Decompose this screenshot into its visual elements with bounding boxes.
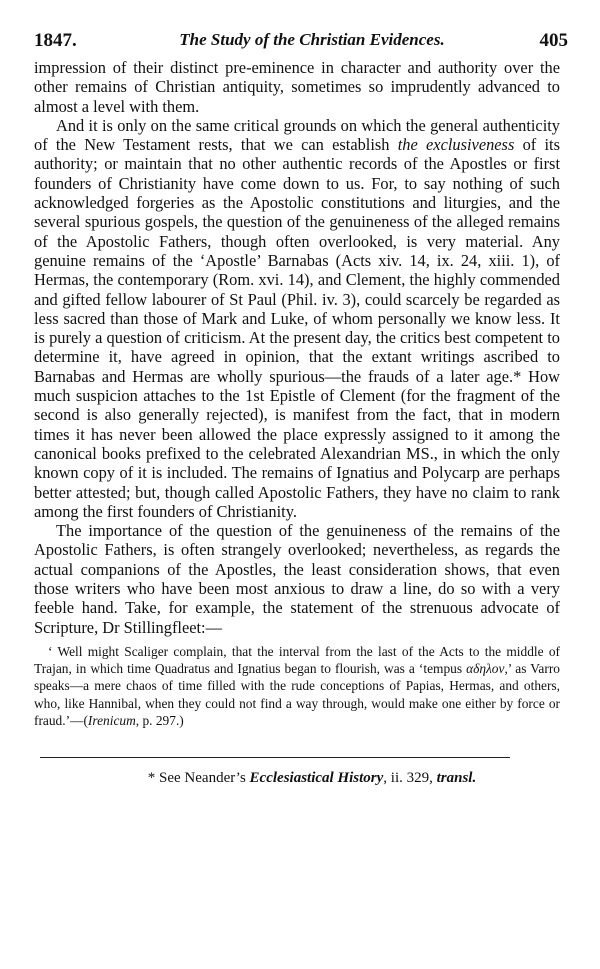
block-quote	[34, 643, 560, 729]
paragraph-2-part-a: And it is only on the same critical grounds on which the general authenticity of the New Testament rests, that we can establish	[34, 115, 560, 155]
page-number: 405	[539, 30, 568, 51]
footnote-part-b: , ii. 329,	[383, 769, 437, 786]
quote-part-b: ,’ as Varro speaks—a mere chaos of time filled with the rude conceptions of Papias, Hermas, and others, who, like Hannibal, when they could not find a way through, would make one either by force or fraud.’—(	[34, 661, 560, 728]
footnote	[34, 770, 560, 787]
quote-part-c: , p. 297.)	[135, 712, 184, 728]
quote-greek-word: αδηλον	[466, 661, 505, 677]
quote-part-a: ‘ Well might Scaliger complain, that the interval from the last of the Acts to the middle of Trajan, in which time Quadratus and Ignatius began to flourish, was a ‘tempus	[34, 643, 560, 677]
header-title: The Study of the Christian Evidences.	[179, 30, 445, 49]
paragraph-2-part-b: of its authority; or maintain that no other authentic records of the Apostles or first founders of Christianity have come down to us. For, to say nothing of such acknowledged forgeries as the Apostolic constitutions and liturgies, and the several spurious gospels, the question of the genuineness of the alleged remains of the Apostolic Fathers, though often overlooked, is very material. Any genuine remains of the ‘Apostle’ Barnabas (Acts xiv. 14, ix. 24, xiii. 1), of Hermas, the contemporary (Rom. xvi. 14), and Clement, the highly commended and gifted fellow labourer of St Paul (Phil. iv. 3), could scarcely be regarded as less sacred than those of Mark and Luke, of whom personally we know less. It is purely a question of criticism. At the present day, the critics best competent to determine it, have agreed in opinion, that the extant writings ascribed to Barnabas and Hermas are wholly spurious—the frauds of a later age.* How much suspicion attaches to the 1st Epistle of Clement (for the fragment of the second is also generally rejected), is manifest from the fact, that in modern times it has never been allowed the place expressly assigned to it among the canonical books prefixed to the celebrated Alexandrian MS., in which the only known copy of it is included. The remains of Ignatius and Polycarp are perhaps better attested; but, though called Apostolic Fathers, they have no claim to rank among the first founders of Christianity.	[34, 135, 560, 521]
running-header	[34, 30, 568, 58]
paragraph-2	[34, 116, 560, 521]
quote-citation-title: Irenicum	[87, 712, 136, 728]
footnote-divider	[40, 757, 510, 758]
header-year: 1847.	[34, 30, 77, 51]
footnote-part-a: * See Neander’s	[147, 769, 250, 786]
paragraph-1: impression of their distinct pre-eminence in character and authority over the other remains of Christian antiquity, sometimes so imprudently advanced to almost a level with them.	[34, 58, 560, 116]
main-text	[34, 58, 560, 637]
footnote-transl: transl.	[436, 769, 477, 786]
footnote-book-title: Ecclesiastical History	[249, 769, 384, 786]
emphasis-exclusiveness: the exclusiveness	[397, 135, 515, 155]
paragraph-3: The importance of the question of the genuineness of the remains of the Apostolic Fathers, is often strangely overlooked; nevertheless, as regards the actual companions of the Apostles, the least consideration shows, that even those writers who have been most anxious to draw a line, do so with a very feeble hand. Take, for example, the statement of the strenuous advocate of Scripture, Dr Stillingfleet:—	[34, 521, 560, 637]
